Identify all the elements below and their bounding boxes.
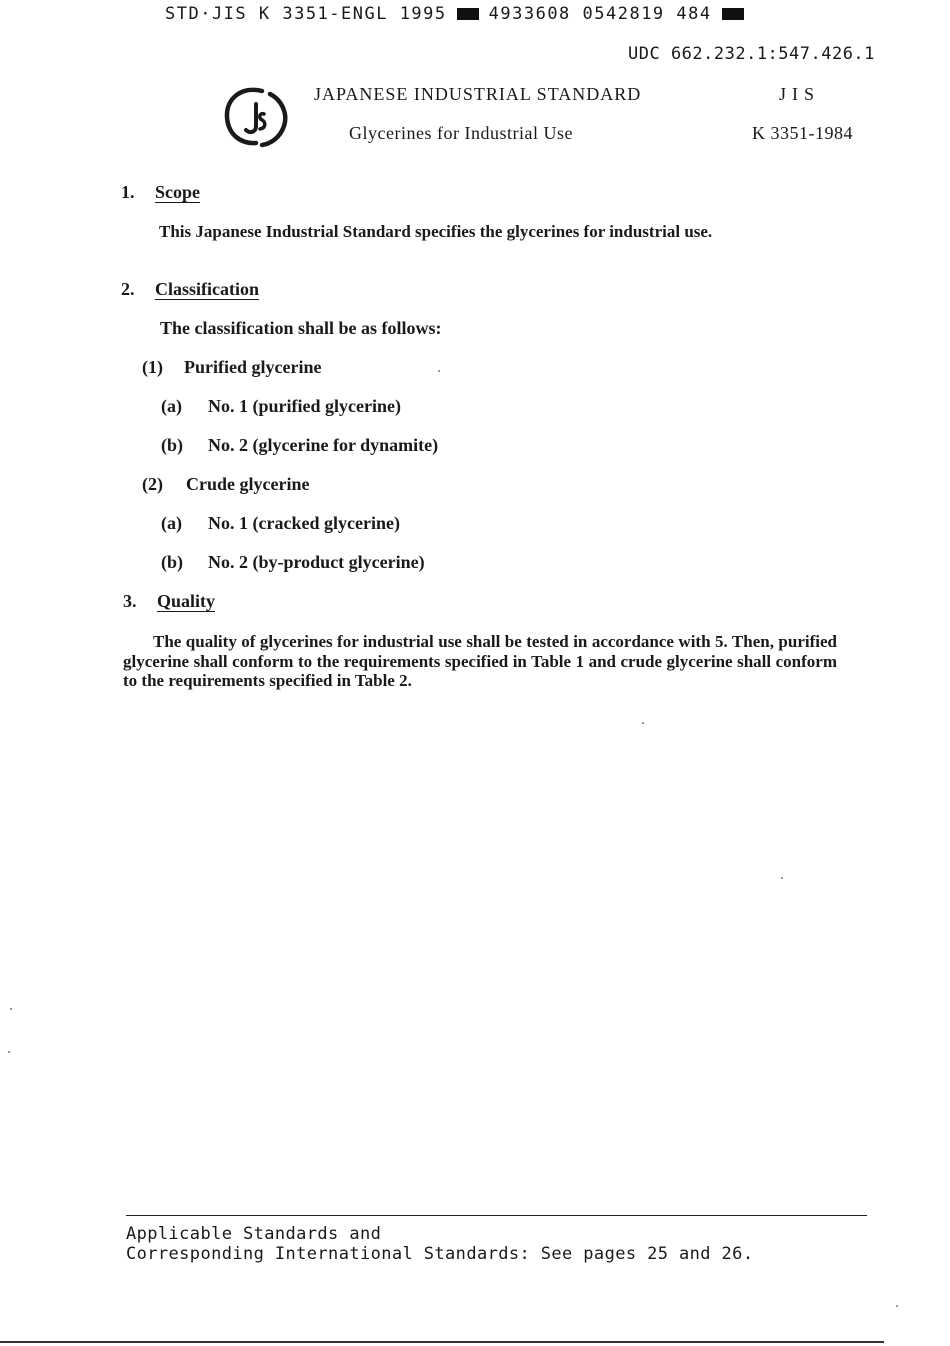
list-item-label: (2)	[142, 474, 163, 494]
scan-speck	[896, 1305, 898, 1307]
list-item-text: No. 2 (by-product glycerine)	[208, 552, 425, 572]
section-title: Quality	[157, 591, 216, 611]
document-title: Glycerines for Industrial Use	[349, 123, 573, 143]
list-item	[142, 357, 321, 378]
section-number: 2.	[121, 279, 135, 299]
section-heading-quality	[123, 591, 215, 612]
udc-number: UDC 662.232.1:547.426.1	[628, 44, 875, 64]
footer-line: Corresponding International Standards: See pages 25 and 26.	[126, 1244, 754, 1264]
list-item-text: No. 2 (glycerine for dynamite)	[208, 435, 439, 455]
section-heading-classification	[121, 279, 259, 300]
organization-name: JAPANESE INDUSTRIAL STANDARD	[314, 84, 642, 104]
scan-speck	[10, 1008, 12, 1010]
scan-speck	[8, 1051, 10, 1053]
section-number: 3.	[123, 591, 137, 611]
footer-divider	[126, 1215, 867, 1216]
scan-speck	[438, 370, 440, 372]
list-item	[142, 474, 309, 495]
list-item-label: (a)	[161, 513, 182, 533]
quality-paragraph: The quality of glycerines for industrial use shall be tested in accordance with 5. Then, purified glycerine shall conform to the requirements specified in Table 1 and crude glycerine shall conform to the requirements specified in Table 2.	[123, 632, 837, 690]
list-item-label: (b)	[161, 435, 183, 455]
list-item-label: (1)	[142, 357, 163, 377]
jis-logo-icon	[222, 84, 290, 150]
page-bottom-edge	[0, 1341, 884, 1343]
list-item	[161, 396, 401, 417]
list-item	[161, 552, 425, 573]
footer-note	[126, 1224, 753, 1264]
document-code: STD·JIS K 3351-ENGL 1995	[165, 4, 447, 24]
scan-speck	[781, 877, 783, 879]
list-item-text: Purified glycerine	[184, 357, 322, 377]
scope-paragraph: This Japanese Industrial Standard specifies the glycerines for industrial use.	[159, 222, 713, 241]
list-item	[161, 435, 438, 456]
document-code-line	[165, 4, 744, 24]
list-item-text: Crude glycerine	[186, 474, 310, 494]
classification-intro: The classification shall be as follows:	[160, 318, 442, 338]
list-item-label: (b)	[161, 552, 183, 572]
section-title: Classification	[155, 279, 260, 299]
section-number: 1.	[121, 182, 135, 202]
footer-line: Applicable Standards and	[126, 1224, 382, 1244]
redaction-block-icon	[722, 8, 744, 20]
section-title: Scope	[155, 182, 200, 202]
redaction-block-icon	[457, 8, 479, 20]
list-item-text: No. 1 (cracked glycerine)	[208, 513, 400, 533]
section-heading-scope	[121, 182, 200, 203]
scan-speck	[642, 722, 644, 724]
list-item-label: (a)	[161, 396, 182, 416]
document-serial: 4933608 0542819 484	[488, 4, 712, 24]
jis-mark: JIS	[779, 84, 821, 104]
list-item-text: No. 1 (purified glycerine)	[208, 396, 401, 416]
standard-number: K 3351-1984	[752, 123, 853, 143]
list-item	[161, 513, 400, 534]
